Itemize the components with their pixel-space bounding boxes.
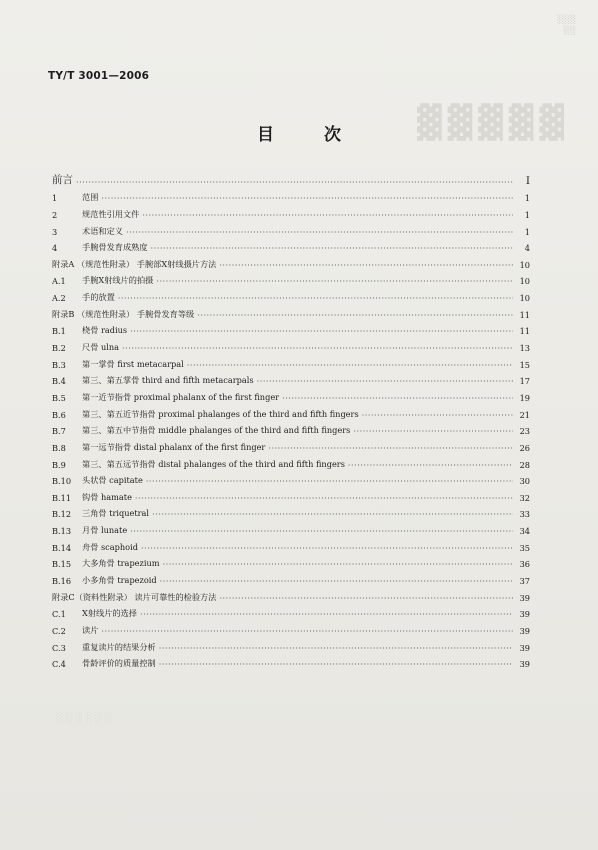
toc-entry-page: 32 xyxy=(519,492,530,503)
toc-entry-title: 读片 xyxy=(82,624,99,635)
dot-leader xyxy=(348,460,513,470)
toc-entry-number: B.3 xyxy=(52,359,66,370)
toc-entry-page: 11 xyxy=(519,326,530,337)
dot-leader xyxy=(160,576,513,586)
dot-leader xyxy=(151,243,513,253)
dot-leader xyxy=(187,360,513,370)
dot-leader xyxy=(219,260,513,270)
toc-entry[interactable] xyxy=(52,253,530,270)
toc-entry-title: 头状骨 capitate xyxy=(82,475,143,486)
toc-entry-title: 手腕骨发育成熟度 xyxy=(82,242,148,253)
toc-entry-page: 10 xyxy=(519,276,530,287)
toc-entry-number: B.8 xyxy=(52,442,66,453)
toc-entry-page: I xyxy=(525,174,530,187)
toc-entry[interactable] xyxy=(52,486,530,503)
dot-leader xyxy=(257,376,513,386)
toc-entry-page: 26 xyxy=(519,442,530,453)
toc-entry[interactable] xyxy=(52,536,530,553)
toc-entry-title: 附录C（资料性附录） 读片可靠性的检验方法 xyxy=(52,591,217,602)
toc-entry-number: C.2 xyxy=(52,625,66,636)
dot-leader xyxy=(101,193,513,203)
toc-entry[interactable] xyxy=(52,303,530,320)
dot-leader xyxy=(353,426,513,436)
toc-entry-title: 骨龄评价的质量控制 xyxy=(82,658,156,669)
toc-entry-number: B.12 xyxy=(52,509,72,520)
toc-entry-title: 第一远节指骨 distal phalanx of the first finger xyxy=(82,441,266,452)
bleed-through-text: ▓▓▓▓▓ xyxy=(416,103,570,141)
dot-leader xyxy=(101,626,513,636)
toc-entry-title: 第一掌骨 first metacarpal xyxy=(82,358,184,369)
toc-entry-number: B.10 xyxy=(52,476,72,487)
toc-entry-page: 19 xyxy=(519,392,530,403)
toc-entry-page: 39 xyxy=(519,592,530,603)
toc-entry-title: 钩骨 hamate xyxy=(82,491,132,502)
toc-entry[interactable] xyxy=(52,237,530,254)
dot-leader xyxy=(141,543,513,553)
toc-entry-page: 1 xyxy=(524,226,530,237)
toc-entry-number: B.7 xyxy=(52,426,66,437)
toc-entry-title: 桡骨 radius xyxy=(82,325,128,336)
toc-entry-number: 2 xyxy=(52,209,58,220)
toc-entry[interactable] xyxy=(52,619,530,636)
toc-entry-title: X射线片的选择 xyxy=(82,608,137,619)
toc-entry[interactable] xyxy=(52,403,530,420)
toc-entry-number: 4 xyxy=(52,243,58,254)
toc-entry-page: 35 xyxy=(519,542,530,553)
dot-leader xyxy=(152,509,513,519)
toc-entry-title: 三角骨 triquetral xyxy=(82,508,150,519)
toc-entry-number: B.16 xyxy=(52,576,72,587)
toc-entry[interactable] xyxy=(52,370,530,387)
toc-entry-title: 手的放置 xyxy=(82,292,115,303)
toc-entry-page: 1 xyxy=(524,193,530,204)
toc-entry-number: B.13 xyxy=(52,526,72,537)
toc-entry[interactable] xyxy=(52,170,530,187)
dot-leader xyxy=(130,526,513,536)
dot-leader xyxy=(219,593,513,603)
dot-leader xyxy=(159,659,513,669)
toc-entry-number: C.1 xyxy=(52,609,66,620)
toc-entry-page: 37 xyxy=(519,576,530,587)
bleed-through-text: ░░░░░░ xyxy=(56,713,115,724)
dot-leader xyxy=(122,343,513,353)
toc-entry-page: 13 xyxy=(519,343,530,354)
toc-entry[interactable] xyxy=(52,470,530,487)
dot-leader xyxy=(282,393,513,403)
toc-entry-title: 舟骨 scaphoid xyxy=(82,541,138,552)
dot-leader xyxy=(126,227,513,237)
toc-entry-page: 34 xyxy=(519,526,530,537)
toc-entry[interactable] xyxy=(52,586,530,603)
toc-entry-number: B.11 xyxy=(52,492,72,503)
toc-entry-title: 规范性引用文件 xyxy=(82,208,140,219)
toc-entry[interactable] xyxy=(52,503,530,520)
toc-entry-title: 月骨 lunate xyxy=(82,525,128,536)
toc-entry-title: 范围 xyxy=(82,192,99,203)
page-title: 目 次 xyxy=(257,125,363,145)
toc-entry[interactable] xyxy=(52,203,530,220)
toc-entry[interactable] xyxy=(52,436,530,453)
toc-entry[interactable] xyxy=(52,386,530,403)
bleed-through-text: ░░░ ░░ xyxy=(557,15,576,35)
toc-entry-title: 重复读片的结果分析 xyxy=(82,641,156,652)
toc-entry-page: 28 xyxy=(519,459,530,470)
toc-entry-page: 33 xyxy=(519,509,530,520)
toc-entry[interactable] xyxy=(52,519,530,536)
toc-entry-title: 前言 xyxy=(52,173,73,186)
toc-entry-title: 小多角骨 trapezoid xyxy=(82,575,157,586)
dot-leader xyxy=(140,609,513,619)
dot-leader xyxy=(118,293,513,303)
toc-entry-page: 17 xyxy=(519,376,530,387)
toc-entry-number: A.1 xyxy=(52,276,66,287)
toc-entry[interactable] xyxy=(52,336,530,353)
dot-leader xyxy=(142,210,513,220)
toc-entry-page: 10 xyxy=(519,293,530,304)
toc-entry-title: 第三、第五近节指骨 proximal phalanges of the third and fifth fingers xyxy=(82,408,359,419)
table-of-contents xyxy=(52,170,530,669)
toc-entry-title: 术语和定义 xyxy=(82,225,123,236)
toc-entry[interactable] xyxy=(52,603,530,620)
toc-entry-number: A.2 xyxy=(52,293,66,304)
toc-entry-page: 21 xyxy=(519,409,530,420)
dot-leader xyxy=(130,326,513,336)
toc-entry[interactable] xyxy=(52,553,530,570)
toc-entry[interactable] xyxy=(52,220,530,237)
toc-entry-title: 附录B （规范性附录） 手腕骨发育等级 xyxy=(52,308,195,319)
toc-entry-page: 1 xyxy=(524,209,530,220)
toc-entry-page: 39 xyxy=(519,642,530,653)
toc-entry-number: C.3 xyxy=(52,642,66,653)
toc-entry[interactable] xyxy=(52,636,530,653)
toc-entry-number: B.6 xyxy=(52,409,66,420)
toc-entry-page: 30 xyxy=(519,476,530,487)
toc-entry[interactable] xyxy=(52,187,530,204)
toc-entry-number: B.5 xyxy=(52,392,66,403)
toc-entry-page: 39 xyxy=(519,609,530,620)
standard-code: TY/T 3001—2006 xyxy=(48,70,150,82)
toc-entry-title: 附录A （规范性附录） 手腕部X射线摄片方法 xyxy=(52,258,217,269)
toc-entry[interactable] xyxy=(52,270,530,287)
toc-entry[interactable] xyxy=(52,286,530,303)
toc-entry-title: 第三、第五远节指骨 distal phalanges of the third and fifth fingers xyxy=(82,458,345,469)
toc-entry-number: B.9 xyxy=(52,459,66,470)
dot-leader xyxy=(76,177,513,187)
toc-entry[interactable] xyxy=(52,453,530,470)
dot-leader xyxy=(159,643,513,653)
toc-entry-page: 4 xyxy=(524,243,530,254)
toc-entry-title: 手腕X射线片的拍摄 xyxy=(82,275,154,286)
toc-entry-page: 23 xyxy=(519,426,530,437)
toc-entry-number: B.15 xyxy=(52,559,72,570)
toc-entry-title: 尺骨 ulna xyxy=(82,342,120,353)
dot-leader xyxy=(146,476,513,486)
toc-entry-page: 36 xyxy=(519,559,530,570)
toc-entry-title: 大多角骨 trapezium xyxy=(82,558,160,569)
toc-entry[interactable] xyxy=(52,420,530,437)
toc-entry-page: 10 xyxy=(519,259,530,270)
toc-entry-page: 15 xyxy=(519,359,530,370)
toc-entry-number: B.14 xyxy=(52,542,72,553)
toc-entry-title: 第一近节指骨 proximal phalanx of the first finger xyxy=(82,391,280,402)
toc-entry-number: B.1 xyxy=(52,326,66,337)
dot-leader xyxy=(156,276,513,286)
dot-leader xyxy=(268,443,513,453)
toc-entry-page: 11 xyxy=(519,309,530,320)
toc-entry-page: 39 xyxy=(519,625,530,636)
toc-entry-number: 1 xyxy=(52,193,58,204)
dot-leader xyxy=(362,410,513,420)
toc-entry-number: 3 xyxy=(52,226,58,237)
toc-entry[interactable] xyxy=(52,569,530,586)
toc-entry-title: 第三、第五中节指骨 middle phalanges of the third and fifth fingers xyxy=(82,425,351,436)
toc-entry[interactable] xyxy=(52,653,530,670)
toc-entry[interactable] xyxy=(52,320,530,337)
toc-entry-number: C.4 xyxy=(52,659,66,670)
dot-leader xyxy=(163,559,514,569)
dot-leader xyxy=(135,493,513,503)
toc-entry-page: 39 xyxy=(519,659,530,670)
dot-leader xyxy=(197,310,513,320)
toc-entry-number: B.2 xyxy=(52,343,66,354)
toc-entry-title: 第三、第五掌骨 third and fifth metacarpals xyxy=(82,375,254,386)
toc-entry-number: B.4 xyxy=(52,376,66,387)
toc-entry[interactable] xyxy=(52,353,530,370)
